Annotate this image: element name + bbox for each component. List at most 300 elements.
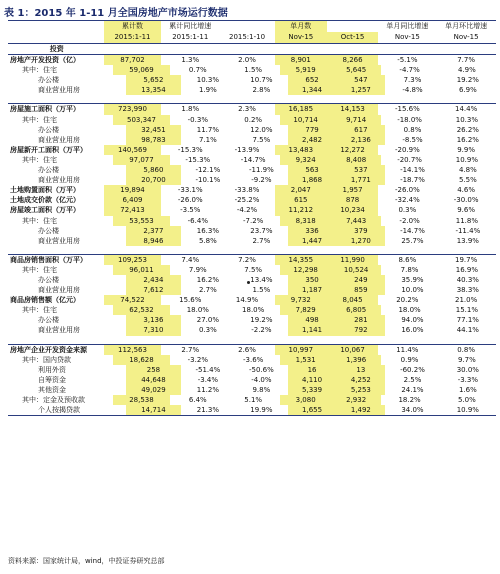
row-label: 办公楼	[38, 125, 59, 134]
row-label: 商品房销售面积（万平）	[10, 255, 87, 264]
data-cell: -4.2%	[236, 206, 258, 215]
data-cell: 878	[327, 195, 379, 205]
table-title: 表 1：2015 年 1-11 月全国房地产市场运行数据	[4, 8, 228, 19]
data-cell: 6,805	[331, 305, 382, 315]
row-label: 其中：住宅	[22, 115, 57, 124]
data-cell: -11.9%	[248, 166, 274, 175]
data-cell: -33.8%	[234, 186, 260, 195]
row-label: 房屋施工面积（万平）	[10, 105, 80, 114]
data-cell: 18.0%	[186, 306, 209, 315]
data-cell: 2,136	[336, 135, 385, 145]
header-cell: Oct-15	[327, 32, 379, 43]
data-cell: 350	[288, 275, 337, 285]
row-label: 其他资金	[38, 385, 66, 394]
data-cell: 723,990	[104, 104, 162, 114]
row-label: 办公楼	[38, 76, 59, 85]
table-row	[8, 325, 496, 335]
data-cell: 1,187	[288, 285, 337, 295]
data-cell: 13,483	[275, 145, 327, 155]
data-cell: 7.1%	[198, 135, 217, 144]
data-cell: -50.6%	[248, 365, 274, 374]
data-cell: 1,447	[288, 236, 337, 246]
table-row	[8, 275, 496, 285]
table-row	[8, 295, 496, 305]
row-label: 商业营业用房	[38, 176, 80, 185]
data-cell: 21.3%	[196, 406, 219, 415]
data-cell: -3.3%	[457, 375, 478, 384]
data-cell: 44.1%	[456, 326, 479, 335]
row-label: 其中：住宅	[22, 216, 57, 225]
data-cell: 87,702	[104, 55, 162, 65]
data-cell: 28,538	[113, 395, 169, 405]
data-cell: -20.7%	[397, 155, 422, 164]
header-cell: 单月环比增速	[445, 22, 488, 30]
data-cell: 0.7%	[188, 66, 207, 75]
data-cell: 10.9%	[455, 155, 479, 164]
row-label: 其中：住宅	[22, 66, 57, 75]
data-cell: -14.7%	[240, 155, 266, 164]
data-cell: 8,946	[126, 236, 180, 246]
header-cell: Nov-15	[275, 32, 327, 43]
data-cell: 9,714	[331, 115, 382, 125]
data-cell: 34.0%	[401, 406, 424, 415]
table-row	[8, 236, 496, 246]
data-cell: -15.3%	[185, 155, 211, 164]
data-cell: 8.6%	[398, 255, 417, 264]
data-cell: 10,997	[275, 345, 327, 355]
table-row	[8, 265, 496, 275]
data-cell: 4,252	[336, 375, 385, 385]
table-row	[8, 175, 496, 185]
row-label: 办公楼	[38, 275, 59, 284]
row-label: 其中：定金及预收款	[22, 396, 85, 404]
data-cell: 5.8%	[198, 236, 217, 245]
data-cell: 44,648	[126, 375, 180, 385]
data-cell: 24.1%	[401, 385, 424, 394]
row-label: 商品房销售额（亿元）	[10, 296, 80, 305]
data-cell: -4.0%	[251, 375, 272, 384]
data-cell: 13,354	[126, 85, 180, 95]
data-cell: 0.9%	[400, 355, 419, 364]
data-cell: 5,645	[331, 65, 382, 75]
data-cell: 859	[336, 285, 385, 295]
data-cell: 6,409	[104, 195, 162, 205]
data-cell: 112,563	[104, 345, 162, 355]
data-cell: 16.2%	[196, 275, 219, 284]
data-cell: 2,377	[126, 226, 180, 236]
data-cell: 792	[336, 325, 385, 335]
data-cell: 6.4%	[188, 396, 207, 404]
data-cell: 40.3%	[456, 275, 479, 284]
table-row	[8, 165, 496, 175]
data-cell: 16.3%	[196, 226, 219, 235]
data-cell: 2,932	[331, 395, 382, 405]
data-cell: 2.5%	[403, 375, 422, 384]
real-estate-data-table	[8, 20, 496, 416]
data-cell: -2.2%	[251, 326, 272, 335]
data-cell: 2,434	[126, 275, 180, 285]
data-cell: 9.6%	[457, 206, 475, 215]
data-cell: 7.4%	[181, 255, 200, 264]
data-cell: -25.2%	[234, 196, 260, 205]
header-cell: 单月同比增速	[386, 22, 429, 30]
data-cell: 7,612	[126, 285, 180, 295]
row-label: 商业营业用房	[38, 135, 80, 144]
section-gap	[8, 95, 496, 103]
data-cell: 7.7%	[457, 56, 475, 65]
data-cell: 72,413	[104, 205, 162, 215]
data-cell: 12,298	[280, 265, 331, 275]
data-cell: 4.9%	[457, 66, 476, 75]
row-label: 办公楼	[38, 226, 59, 235]
data-cell: -8.5%	[402, 135, 423, 144]
data-cell: 21.0%	[454, 296, 478, 305]
table-row	[8, 205, 496, 215]
data-cell: 11.7%	[196, 125, 219, 134]
data-cell: 11,990	[327, 255, 379, 265]
data-cell: 2,482	[288, 135, 337, 145]
data-cell: -14.7%	[400, 226, 425, 235]
data-cell: 14,714	[126, 405, 180, 415]
data-cell: -6.4%	[187, 216, 208, 225]
data-cell: 16	[288, 365, 337, 375]
data-cell: 97,077	[113, 155, 169, 165]
data-cell: 140,569	[104, 145, 162, 155]
data-cell: -26.0%	[177, 196, 203, 205]
data-cell: 4.6%	[457, 186, 475, 195]
data-cell: 32,451	[126, 125, 180, 135]
data-cell: 1,868	[288, 175, 337, 185]
table-row	[8, 195, 496, 205]
data-cell: 1.6%	[458, 385, 477, 394]
data-cell: 53,553	[113, 216, 169, 226]
data-cell: 9,324	[280, 155, 331, 165]
data-cell: 12,272	[327, 145, 379, 155]
data-cell: 18.0%	[242, 306, 265, 315]
table-row	[8, 285, 496, 295]
table-row	[8, 103, 496, 114]
data-cell: 537	[336, 165, 385, 175]
table-row	[8, 216, 496, 226]
row-label: 商业营业用房	[38, 286, 80, 295]
data-cell: 19.9%	[250, 406, 273, 415]
header-cell: 单月数	[275, 21, 327, 32]
data-cell: -7.2%	[243, 216, 264, 225]
data-cell: 0.8%	[457, 345, 475, 354]
data-cell: -32.4%	[394, 196, 420, 205]
table-row	[8, 185, 496, 195]
row-label: 其中：住宅	[22, 155, 57, 164]
data-cell: 16,185	[275, 104, 327, 114]
data-cell: -60.2%	[400, 365, 425, 374]
data-cell: 617	[336, 125, 385, 135]
data-cell: 498	[288, 315, 337, 325]
data-cell: 27.0%	[196, 316, 219, 325]
data-cell: 10,234	[327, 205, 379, 215]
data-cell: -5.1%	[397, 56, 418, 65]
data-cell: 10.7%	[250, 76, 273, 85]
data-cell: 23.7%	[250, 226, 273, 235]
data-cell: 25.7%	[401, 236, 424, 245]
data-cell: 6.9%	[458, 86, 477, 95]
row-label: 个人按揭贷款	[38, 406, 80, 415]
data-cell: 2.7%	[181, 345, 200, 354]
data-cell: 18.0%	[398, 306, 421, 315]
data-cell: 5,652	[126, 75, 180, 85]
data-cell: -11.4%	[455, 226, 481, 235]
data-cell: 12.0%	[250, 125, 273, 134]
data-cell: -20.9%	[394, 145, 420, 154]
table-row	[8, 375, 496, 385]
data-cell: 8,408	[331, 155, 382, 165]
data-cell: 1,771	[336, 175, 385, 185]
data-cell: 281	[336, 315, 385, 325]
data-cell: 7.8%	[400, 265, 419, 274]
data-cell: -3.6%	[243, 355, 264, 364]
row-label: 房地产开发投资（亿）	[10, 56, 80, 65]
stray-dot-mark	[247, 281, 250, 284]
data-cell: -15.3%	[177, 145, 203, 154]
data-cell: 2.7%	[198, 286, 217, 295]
data-cell: 19.2%	[250, 316, 273, 325]
row-label: 其中：住宅	[22, 265, 57, 274]
header-cell: Nov-15	[453, 33, 479, 41]
header-cell: 2015:1-10	[228, 33, 266, 41]
data-cell: 1.5%	[244, 66, 263, 75]
data-cell: 49,029	[126, 385, 180, 395]
data-cell: 74,522	[104, 295, 162, 305]
data-cell: -18.0%	[397, 115, 422, 124]
data-cell: 9.9%	[457, 145, 475, 154]
data-cell: 0.3%	[198, 326, 217, 335]
data-cell: 258	[126, 365, 180, 375]
data-cell: 1,957	[327, 185, 379, 195]
data-cell: 35.9%	[401, 275, 424, 284]
data-cell: 15.1%	[455, 306, 479, 315]
data-cell: -2.0%	[399, 216, 420, 225]
data-cell: 1.8%	[181, 105, 200, 114]
data-cell: 109,253	[104, 255, 162, 265]
row-label: 商业营业用房	[38, 86, 80, 95]
data-cell: 1,257	[336, 85, 385, 95]
section-gap	[8, 336, 496, 344]
data-cell: -51.4%	[195, 365, 221, 374]
data-cell: 30.0%	[456, 365, 479, 374]
data-cell: -10.1%	[195, 176, 221, 185]
data-cell: 5,339	[288, 385, 337, 395]
data-cell: 16.2%	[456, 135, 479, 144]
data-cell: 38.3%	[456, 286, 479, 295]
data-cell: 96,011	[113, 265, 169, 275]
data-cell: -12.1%	[195, 166, 221, 175]
data-cell: 2.8%	[252, 86, 271, 95]
data-cell: -3.2%	[187, 355, 208, 364]
data-cell: 20.2%	[396, 296, 419, 305]
row-label: 其中：住宅	[22, 306, 57, 315]
data-cell: 59,069	[113, 65, 169, 75]
data-cell: 7.2%	[238, 255, 256, 264]
data-cell: 13	[336, 365, 385, 375]
data-cell: 8,318	[280, 216, 331, 226]
data-cell: 94.0%	[401, 316, 424, 325]
data-cell: 5,860	[126, 165, 180, 175]
source-note: 资料来源：国家统计局，wind，中投证券研究总部	[8, 557, 165, 565]
data-cell: 2.6%	[238, 345, 256, 354]
data-cell: 7.5%	[252, 135, 271, 144]
data-cell: 2.7%	[252, 236, 271, 245]
data-cell: 547	[336, 75, 385, 85]
data-cell: -14.1%	[400, 166, 425, 175]
data-cell: 16.9%	[455, 265, 479, 274]
table-row	[8, 254, 496, 265]
data-cell: 779	[288, 125, 337, 135]
data-cell: 9.8%	[252, 385, 271, 394]
data-cell: 11.4%	[396, 345, 419, 354]
data-cell: 10,067	[327, 345, 379, 355]
table-row	[8, 55, 496, 65]
data-cell: 7.5%	[244, 265, 263, 274]
section-label-row	[8, 44, 496, 55]
data-cell: 26.2%	[456, 125, 479, 134]
data-cell: 13.4%	[250, 275, 273, 284]
data-cell: 3,136	[126, 315, 180, 325]
data-cell: 3,080	[280, 395, 331, 405]
table-row	[8, 365, 496, 375]
data-cell: 4.8%	[458, 166, 477, 175]
data-cell: 16.0%	[401, 326, 424, 335]
data-cell: 1,141	[288, 325, 337, 335]
table-row	[8, 125, 496, 135]
header-cell: Nov-15	[394, 33, 420, 41]
row-label: 商业营业用房	[38, 326, 80, 335]
header-cell: 2015:1-11	[172, 33, 209, 41]
row-label: 房屋新开工面积（万平）	[10, 145, 87, 154]
data-cell: -33.1%	[177, 186, 203, 195]
data-cell: 652	[288, 75, 337, 85]
data-cell: 7.9%	[188, 265, 207, 274]
section-gap	[8, 246, 496, 254]
data-cell: 4,110	[288, 375, 337, 385]
data-cell: 563	[288, 165, 337, 175]
data-cell: 0.2%	[244, 115, 263, 124]
section-label: 投资	[49, 45, 64, 53]
data-cell: -26.0%	[394, 186, 420, 195]
data-cell: 8,045	[327, 295, 379, 305]
table-row	[8, 75, 496, 85]
data-cell: 10.9%	[456, 406, 479, 415]
data-cell: 2,047	[275, 185, 327, 195]
data-cell: 503,347	[113, 115, 169, 125]
data-cell: 1.9%	[198, 86, 217, 95]
header-cell: 累计数	[104, 21, 162, 32]
data-cell: 19.7%	[454, 255, 478, 264]
data-cell: 249	[336, 275, 385, 285]
data-cell: 5,919	[280, 65, 331, 75]
row-label: 办公楼	[38, 166, 59, 175]
header-row-1	[8, 20, 496, 32]
data-cell: -18.7%	[400, 176, 425, 185]
data-cell: 336	[288, 226, 337, 236]
row-label: 自筹资金	[38, 375, 66, 384]
data-cell: 20,700	[126, 175, 180, 185]
data-cell: 14.4%	[454, 105, 478, 114]
data-cell: 1,344	[288, 85, 337, 95]
data-cell: 10.3%	[455, 115, 479, 124]
table-row	[8, 395, 496, 405]
header-cell: 2015:1-11	[104, 32, 162, 43]
data-cell: 379	[336, 226, 385, 236]
table-row	[8, 226, 496, 236]
data-cell: 7,829	[280, 305, 331, 315]
data-cell: 5.0%	[457, 396, 476, 404]
data-cell: 8,266	[327, 55, 379, 65]
table-row	[8, 405, 496, 416]
data-cell: 7,443	[331, 216, 382, 226]
data-cell: 0.3%	[398, 206, 417, 215]
row-label: 房屋竣工面积（万平）	[10, 206, 80, 215]
data-cell: -30.0%	[453, 196, 479, 205]
table-row	[8, 65, 496, 75]
table-row	[8, 85, 496, 95]
data-cell: 13.9%	[456, 236, 479, 245]
data-cell: 10,714	[280, 115, 331, 125]
row-label: 土地购置面积（万平）	[10, 186, 80, 195]
data-cell: -15.6%	[394, 105, 420, 114]
data-cell: -13.9%	[234, 145, 260, 154]
header-row-2	[8, 32, 496, 44]
data-cell: 9,732	[275, 295, 327, 305]
table-row	[8, 305, 496, 315]
data-cell: 14.9%	[235, 296, 259, 305]
data-cell: 2.3%	[238, 105, 256, 114]
data-cell: 11,212	[275, 205, 327, 215]
row-label: 其中：国内贷款	[22, 355, 71, 364]
data-cell: 10.3%	[196, 76, 219, 85]
table-row	[8, 135, 496, 145]
data-cell: 14,153	[327, 104, 379, 114]
data-cell: 77.1%	[456, 316, 479, 325]
data-cell: 0.8%	[403, 125, 422, 134]
data-cell: 1,270	[336, 236, 385, 246]
row-label: 商业营业用房	[38, 236, 80, 245]
row-label: 土地成交价款（亿元）	[10, 196, 80, 205]
data-cell: 2.0%	[238, 56, 256, 65]
data-cell: 1.5%	[252, 286, 271, 295]
row-label: 办公楼	[38, 316, 59, 325]
data-cell: 1,396	[331, 355, 382, 365]
data-cell: 5,253	[336, 385, 385, 395]
data-cell: 7.3%	[403, 76, 422, 85]
data-cell: 615	[275, 195, 327, 205]
table-row	[8, 344, 496, 355]
data-cell: 1,531	[280, 355, 331, 365]
data-cell: -3.5%	[180, 206, 201, 215]
data-cell: 14,355	[275, 255, 327, 265]
table-row	[8, 355, 496, 365]
data-cell: 19,894	[104, 185, 162, 195]
data-cell: -0.3%	[187, 115, 208, 124]
data-cell: 1,492	[336, 405, 385, 415]
header-cell: 累计同比增速	[169, 22, 212, 30]
table-row	[8, 155, 496, 165]
data-cell: 10.0%	[401, 286, 424, 295]
row-label: 利用外资	[38, 365, 66, 374]
table-row	[8, 145, 496, 155]
data-cell: 98,783	[126, 135, 180, 145]
data-cell: -3.4%	[197, 375, 219, 384]
data-cell: 8,901	[275, 55, 327, 65]
data-cell: 5.5%	[458, 176, 477, 185]
